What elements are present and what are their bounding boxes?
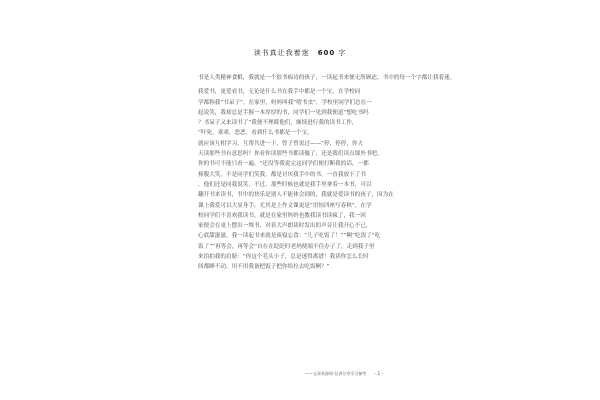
text-line: 来拍拍我的肩膀：“你这个毛头小子，总是迷得离谱！我读你怎么长时 (198, 254, 369, 261)
text-line: 饭了”“再等会，再等会”自在在眨眨时老妈便端不住办子了，走到我子里 (198, 243, 375, 250)
title-number: 600 (317, 49, 336, 57)
page-title (0, 48, 600, 58)
text-line: 间都睡不动，用不用我备把饭子把你给拉去吃饭啊？” (198, 264, 330, 271)
text-line: 起说笑，我却总是手握一本厚厚的书，同学们一见到我便道“想吃书吗 (198, 109, 369, 116)
title-text: 读书真让我着迷 (253, 49, 310, 57)
text-line: 家便会在桌上摆出一堆书，对着大声朗读时发出的声音让我开心不已， (198, 223, 372, 230)
text-line: ？书呆子又来读书了”我便不理睬他们，继续进行我的读书工作， (198, 120, 358, 127)
page-number: - 1 - (374, 372, 384, 377)
text-line: 心底甜滋滋，我一读起书来就是废寝忘食：“儿子吃饭了！”“啊”吃饭了“吃 (198, 233, 381, 240)
text-line: 书是人类精神食粮，我就是一个很书痴诗的孩子，一读起书来便无所顾虑，书中的每一个字都让我着迷。 (198, 75, 456, 81)
text-line: 你的书可不能只看一遍，“还没等我说完这同学们便打断我的话，一都 (198, 161, 369, 168)
text-line: 学都称我“书呆子”，在家里，妈妈叫我“啃书虫”，学校里同学们总在一 (198, 99, 372, 106)
text-line: 捧腹大笑，不是同学们笑我，都是讨厌我手中的书，一直我放下了书 (198, 171, 366, 178)
document-body (198, 73, 456, 273)
text-line: 就应该互相学习，互帮共进一下，曾子曾说过——”停，停停，你天 (198, 140, 364, 147)
text-line: 校同学们不喜欢我读书，就是在家里妈妈也教我读书读疯了，我一回 (198, 212, 366, 219)
text-line: 课上我爱可以大显身手，尤其是上作文课更是“语惊四座写春秋”，在学 (198, 202, 372, 209)
footer-note: ——文章来源网·仅供分享学习参考 (305, 371, 367, 376)
text-line: 天读那些书有意思吗？你看你读那些书都读傻了，还是我们读点课外书吧。 (198, 151, 383, 158)
page-footer (305, 371, 383, 377)
title-suffix: 字 (338, 49, 347, 57)
text-line: “吓死，乖乖，恶恶，看到什么书都是一个宝， (198, 130, 313, 137)
text-line: 我爱书，更爱看书，无论是什么书在我手中都是一个宝，在学校同 (198, 89, 361, 96)
text-line: 翻开书来读书，书中的快乐是别人不能体会到的，我就是爱读书的孩子，因为在 (198, 192, 394, 199)
text-line: ，他们还是同我说笑，不过，那些时候也就是我手里拿着一本书，可以 (198, 181, 372, 188)
